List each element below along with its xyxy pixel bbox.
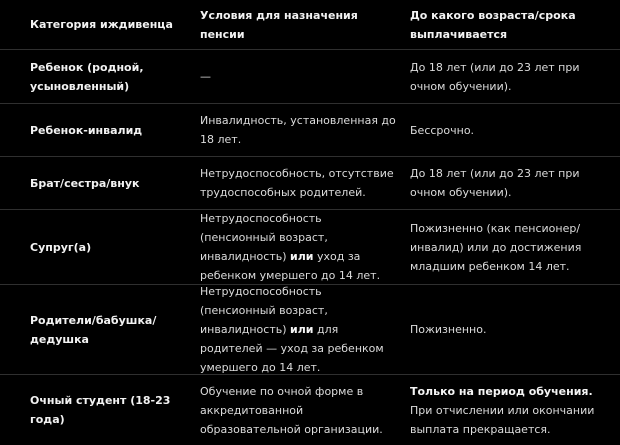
row-term: До 18 лет (или до 23 лет при очном обучении). bbox=[410, 60, 580, 93]
header-category: Категория иждивенца bbox=[30, 18, 173, 31]
conditions-text: уход за ребенком умершего до 14 лет. bbox=[200, 250, 381, 282]
row-conditions bbox=[200, 282, 410, 377]
row-conditions: Инвалидность, установленная до 18 лет. bbox=[200, 114, 396, 146]
header-term: До какого возраста/срока выплачивается bbox=[410, 8, 576, 41]
table-row bbox=[0, 210, 620, 285]
row-conditions: — bbox=[200, 70, 211, 83]
row-conditions: Нетрудоспособность, отсутствие трудоспособных родителей. bbox=[200, 167, 394, 199]
conditions-text: Нетрудоспособность (пенсионный возраст, инвалидность) bbox=[200, 285, 328, 336]
row-conditions bbox=[200, 209, 410, 285]
conditions-text: Нетрудоспособность (пенсионный возраст, инвалидность) bbox=[200, 212, 328, 263]
table-row bbox=[0, 50, 620, 104]
conditions-text: для родителей — уход за ребенком умершего до 14 лет. bbox=[200, 323, 384, 374]
table-header-row bbox=[0, 0, 620, 50]
row-conditions: Обучение по очной форме в аккредитованной образовательной организации. bbox=[200, 384, 383, 436]
table-row bbox=[0, 375, 620, 445]
row-category: Очный студент (18-23 года) bbox=[30, 394, 171, 426]
row-category: Брат/сестра/внук bbox=[30, 176, 140, 190]
table-row bbox=[0, 157, 620, 210]
row-category: Ребенок-инвалид bbox=[30, 123, 143, 137]
table-row bbox=[0, 104, 620, 157]
conditions-or: или bbox=[290, 250, 314, 263]
row-category: Супруг(а) bbox=[30, 240, 92, 254]
row-term: Пожизненно (как пенсионер/инвалид) или до достижения младшим ребенком 14 лет. bbox=[410, 221, 582, 273]
term-text: При отчислении или окончании выплата прекращается. bbox=[410, 403, 595, 436]
row-term: Пожизненно. bbox=[410, 323, 487, 336]
row-term bbox=[410, 382, 620, 439]
row-category: Родители/бабушка/дедушка bbox=[30, 313, 157, 346]
table-row bbox=[0, 285, 620, 375]
term-period-note: Только на период обучения. bbox=[410, 384, 593, 398]
conditions-or: или bbox=[290, 323, 314, 336]
row-category: Ребенок (родной, усыновленный) bbox=[30, 60, 144, 93]
row-term: До 18 лет (или до 23 лет при очном обучении). bbox=[410, 167, 580, 199]
row-term: Бессрочно. bbox=[410, 123, 475, 137]
header-conditions: Условия для назначения пенсии bbox=[200, 8, 358, 41]
